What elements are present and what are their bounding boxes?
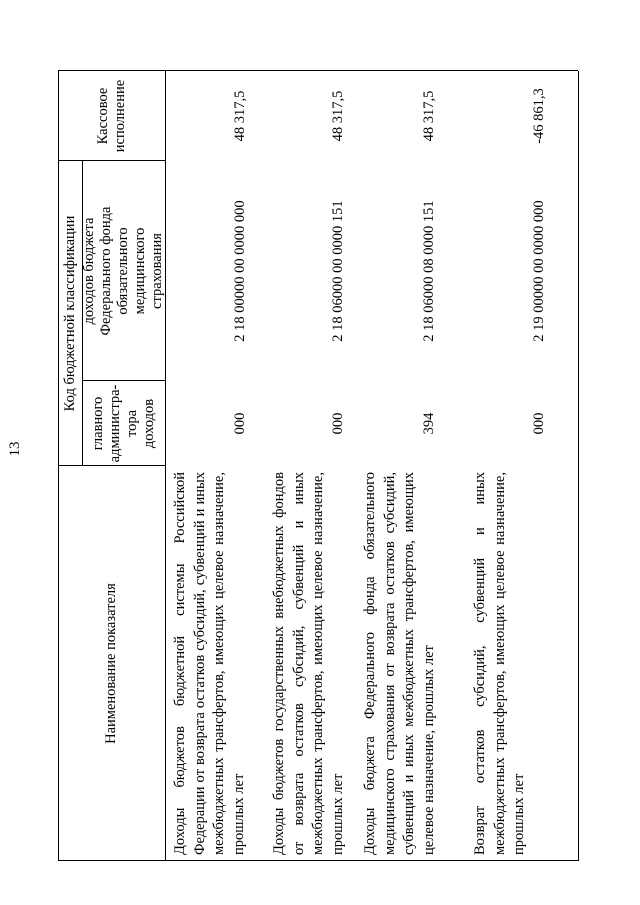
header-indicator-name: Наименование показателя: [103, 583, 119, 744]
table-bottom-border: [578, 71, 579, 861]
table-row-3-admin-code: 394: [421, 412, 437, 435]
table-row-2-admin-code: 000: [330, 412, 346, 435]
table-row-3-name: Доходы бюджета Федерального фонда обязательного медицинского страхования от возврата остатков субсидий, субвенций и иных межбюджетных трансфертов, имеющих целевое назначение, прошлых лет: [362, 472, 437, 855]
header-fund-revenue: доходов бюджета Федерального фонда обязательного медицинского страхования: [81, 206, 165, 336]
table-row-2-revenue-code: 2 18 06000 00 0000 151: [330, 200, 346, 342]
header-budget-classification-code: Код бюджетной классификации: [61, 215, 78, 412]
table-row-1-name: Доходы бюджетов бюджетной системы Российской Федерации от возврата остатков субсидий, субвенций и иных межбюджетных трансфертов, имеющих целевое назначение, прошлых лет: [172, 472, 247, 855]
table-row-3-amount: 48 317,5: [421, 90, 437, 142]
page-number: 13: [7, 441, 23, 457]
table-row-2-amount: 48 317,5: [330, 90, 346, 142]
table-row-4-revenue-code: 2 19 00000 00 0000 000: [531, 200, 547, 342]
header-chief-administrator: главного администра-тора доходов: [89, 384, 157, 463]
table-row-3-revenue-code: 2 18 06000 08 0000 151: [421, 200, 437, 342]
table-row-4-admin-code: 000: [531, 412, 547, 435]
table-row-4-name: Возврат остатков субсидий, субвенций и иных межбюджетных трансфертов, имеющих целевое назначение, прошлых лет: [472, 472, 527, 855]
table-row-1-admin-code: 000: [232, 412, 248, 435]
table-row-1-amount: 48 317,5: [232, 90, 248, 142]
header-cash-execution: Кассовое исполнение: [94, 79, 128, 153]
table-row-1-revenue-code: 2 18 00000 00 0000 000: [232, 200, 248, 342]
header-bottom-rule: [165, 71, 166, 861]
table-row-2-name: Доходы бюджетов государственных внебюджетных фондов от возврата остатков субсидий, субвенций и иных межбюджетных трансфертов, имеющих целевое назначение, прошлых лет: [271, 472, 346, 855]
table-row-4-amount: -46 861,3: [531, 88, 547, 144]
budget-table: [58, 71, 578, 861]
